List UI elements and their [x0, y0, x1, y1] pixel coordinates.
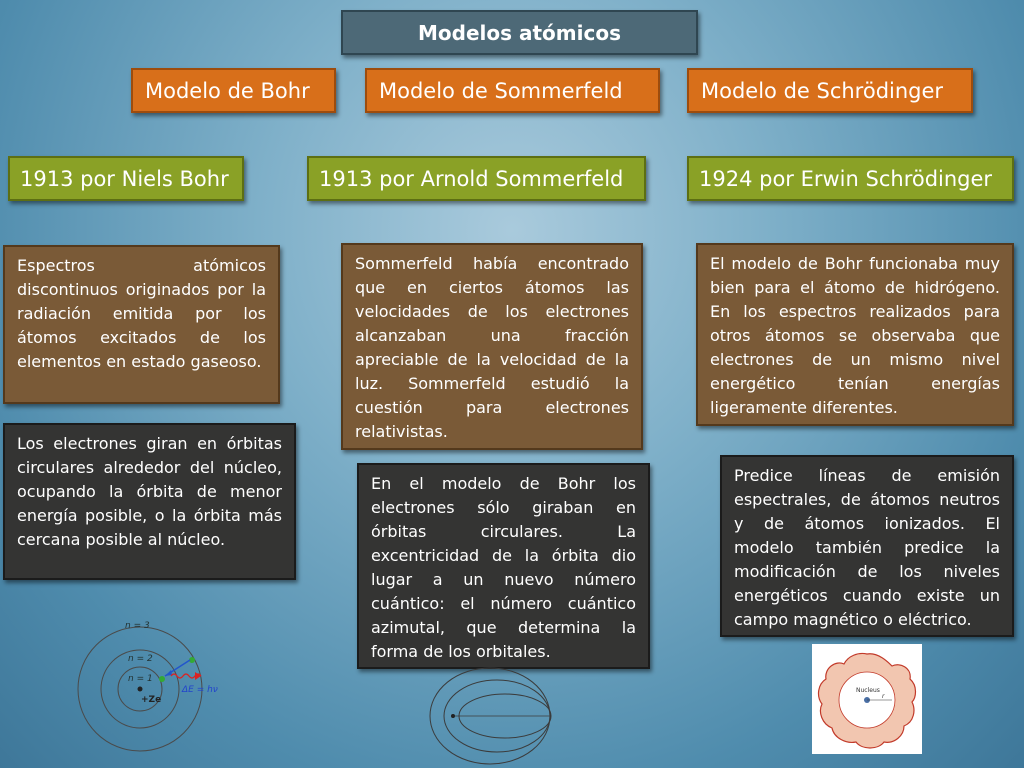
label-n2: n = 2	[128, 654, 153, 664]
model-bohr-label: Modelo de Bohr	[145, 78, 310, 103]
author-sommerfeld-box	[307, 156, 646, 201]
electron-inner	[159, 676, 165, 682]
schrodinger-description-2	[720, 455, 1014, 637]
model-sommerfeld-label: Modelo de Sommerfeld	[379, 78, 623, 103]
label-n1: n = 1	[128, 674, 153, 684]
model-sommerfeld-box	[365, 68, 660, 113]
schrodinger-description-1	[696, 243, 1014, 426]
bohr-description-2-text: Los electrones giran en órbitas circulares alrededor del núcleo, ocupando la órbita de menor energía posible, o la órbita más cercana posible al núcleo.	[17, 434, 282, 549]
page-title-text: Modelos atómicos	[418, 20, 621, 45]
sommerfeld-description-1-text: Sommerfeld había encontrado que en ciertos átomos las velocidades de los electrones alcanzaban una fracción apreciable de la velocidad de la luz. Sommerfeld estudió la cuestión para electrones relativistas.	[355, 254, 629, 441]
bohr-description-2	[3, 423, 296, 580]
author-bohr-box	[8, 156, 244, 201]
author-bohr-label: 1913 por Niels Bohr	[20, 166, 229, 191]
page-title	[341, 10, 698, 55]
author-schrodinger-box	[687, 156, 1014, 201]
schrodinger-wave-diagram	[812, 644, 922, 754]
label-energy: ΔE = hν	[182, 685, 218, 695]
author-schrodinger-label: 1924 por Erwin Schrödinger	[699, 166, 993, 191]
label-radius: r	[882, 693, 885, 700]
model-schrodinger-label: Modelo de Schrödinger	[701, 78, 944, 103]
nucleus-dot	[451, 714, 455, 718]
label-nucleus: +Ze	[141, 695, 162, 705]
bohr-description-1	[3, 245, 280, 404]
sommerfeld-description-1	[341, 243, 643, 450]
sommerfeld-orbits-diagram	[415, 666, 555, 768]
arrow-head	[165, 670, 172, 676]
nucleus-dot	[138, 687, 143, 692]
sommerfeld-description-2	[357, 463, 650, 669]
model-schrodinger-box	[687, 68, 973, 113]
label-n3: n = 3	[125, 621, 150, 631]
model-bohr-box	[131, 68, 336, 113]
bohr-description-1-text: Espectros atómicos discontinuos originados por la radiación emitida por los átomos excitados de los elementos en estado gaseoso.	[17, 256, 266, 371]
bohr-atom-diagram	[75, 612, 235, 768]
schrodinger-description-1-text: El modelo de Bohr funcionaba muy bien para el átomo de hidrógeno. En los espectros realizados para otros átomos se observaba que electrones de un mismo nivel energético tenían energías ligeramente diferentes.	[710, 254, 1000, 417]
sommerfeld-description-2-text: En el modelo de Bohr los electrones sólo giraban en órbitas circulares. La excentricidad de la órbita dio lugar a un nuevo número cuántico: el número cuántico azimutal, que determina la forma de los orbitales.	[371, 474, 636, 661]
label-nucleus: Nucleus	[856, 687, 880, 694]
schrodinger-description-2-text: Predice líneas de emisión espectrales, de átomos neutros y de átomos ionizados. El modelo también predice la modificación de los niveles energéticos cuando existe un campo magnético o eléctrico.	[734, 466, 1000, 629]
author-sommerfeld-label: 1913 por Arnold Sommerfeld	[319, 166, 624, 191]
